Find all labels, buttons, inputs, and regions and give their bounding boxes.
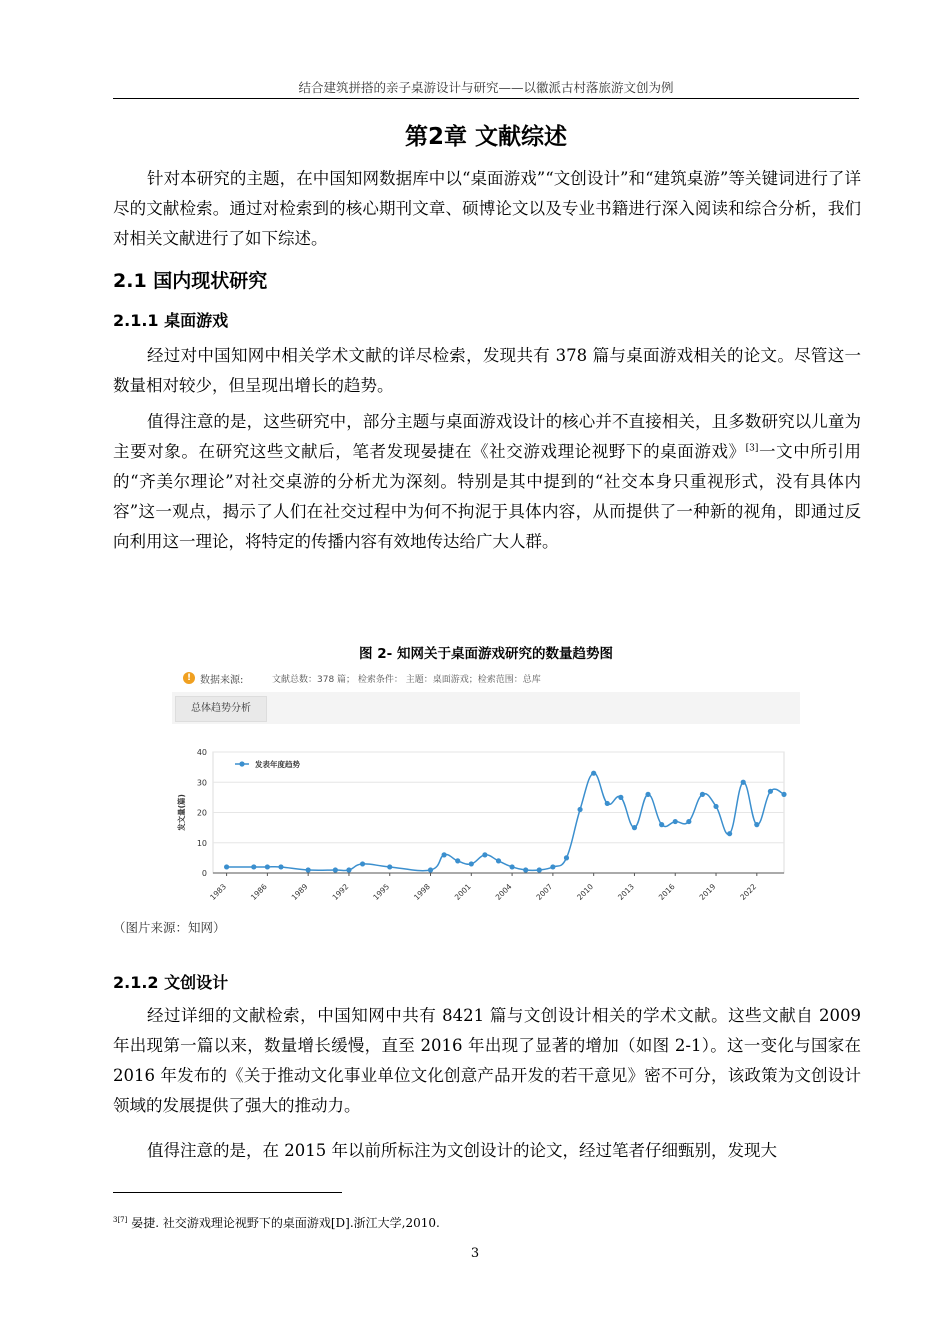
data-point <box>278 864 283 869</box>
data-point <box>346 867 351 872</box>
header-divider <box>113 98 859 99</box>
figure-screenshot <box>172 665 800 907</box>
paragraph-text-after-ref: 一文中所引用的“齐美尔理论”对社交桌游的分析尤为深刻。特别是其中提到的“社交本身只重视形式，没有具体内容”这一观点，揭示了人们在社交过程中为何不拘泥于具体内容，从而提供了一种新的视角，即通过反向利用这一理论，将特定的传播内容有效地传达给广大人群。 <box>113 442 862 551</box>
data-point <box>333 867 338 872</box>
data-point <box>632 825 637 830</box>
warning-icon: ! <box>183 672 195 684</box>
y-tick-label: 0 <box>201 869 207 878</box>
footnote-text: 晏捷. 社交游戏理论视野下的桌面游戏[D].浙江大学,2010. <box>131 1216 440 1230</box>
x-tick-label: 2001 <box>452 882 473 902</box>
x-tick-label: 2016 <box>656 882 677 902</box>
x-tick-label: 1992 <box>330 882 351 902</box>
page-number: 3 <box>470 1246 480 1261</box>
footnote-divider <box>113 1192 342 1193</box>
running-header: 结合建筑拼搭的亲子桌游设计与研究——以徽派古村落旅游文创为例 <box>298 80 674 95</box>
data-point <box>700 792 705 797</box>
tab-overall-trend[interactable]: 总体趋势分析 <box>175 696 267 722</box>
figure-source-note: （图片来源：知网） <box>113 920 226 935</box>
x-tick-label: 2013 <box>616 882 636 902</box>
data-source-bar <box>172 665 800 691</box>
search-condition-text: 文献总数：378 篇； 检索条件： 主题：桌面游戏；检索范围：总库 <box>272 675 541 685</box>
data-point <box>496 858 501 863</box>
data-source-label: 数据来源: <box>200 675 244 686</box>
data-point <box>564 855 569 860</box>
x-tick-label: 2022 <box>738 882 759 902</box>
data-point <box>224 864 229 869</box>
legend-label: 发表年度趋势 <box>255 760 300 769</box>
data-point <box>659 822 664 827</box>
data-point <box>482 852 487 857</box>
x-tick-label: 2010 <box>575 882 596 902</box>
data-point <box>645 792 650 797</box>
data-point <box>469 861 474 866</box>
x-tick-label: 1995 <box>371 882 392 902</box>
data-point <box>618 795 623 800</box>
data-point <box>523 867 528 872</box>
section-heading-2-1: 2.1 国内现状研究 <box>113 270 268 292</box>
data-point <box>306 867 311 872</box>
data-point <box>509 864 514 869</box>
intro-paragraph: 针对本研究的主题，在中国知网数据库中以“桌面游戏”“文创设计”和“建筑桌游”等关键词进行了详尽的文献检索。通过对检索到的核心期刊文章、硕博论文以及专业书籍进行深入阅读和综合分析，我们对相关文献进行了如下综述。 <box>113 169 861 248</box>
footnote <box>113 1214 440 1231</box>
y-tick-label: 20 <box>196 808 207 818</box>
data-point <box>768 789 773 794</box>
trend-line-chart <box>172 733 800 907</box>
paragraph-boardgame-count: 经过对中国知网中相关学术文献的详尽检索，发现共有 378 篇与桌面游戏相关的论文。尽管这一数量相对较少，但呈现出增长的趋势。 <box>113 346 861 395</box>
data-point <box>577 807 582 812</box>
data-point <box>455 858 460 863</box>
data-point <box>673 819 678 824</box>
y-axis-label: 发文量(篇) <box>177 794 186 831</box>
y-tick-label: 40 <box>196 748 207 757</box>
data-point <box>754 822 759 827</box>
x-tick-label: 2007 <box>534 882 555 902</box>
data-point <box>591 771 596 776</box>
subsection-heading-2-1-1: 2.1.1 桌面游戏 <box>113 311 229 330</box>
x-tick-label: 1989 <box>289 882 310 902</box>
data-point <box>360 861 365 866</box>
data-point <box>387 864 392 869</box>
data-point <box>741 780 746 785</box>
x-tick-label: 2019 <box>697 882 718 902</box>
x-tick-label: 1998 <box>412 882 432 902</box>
chapter-title: 第2章 文献综述 <box>404 124 567 150</box>
data-point <box>605 801 610 806</box>
data-point <box>713 804 718 809</box>
analysis-tab-bar <box>172 692 800 724</box>
data-point <box>727 831 732 836</box>
paragraph-boardgame-analysis <box>113 407 861 557</box>
footnote-marker: 3[7] <box>113 1216 128 1224</box>
data-point <box>537 867 542 872</box>
y-tick-label: 10 <box>196 838 207 848</box>
y-tick-label: 30 <box>196 778 207 788</box>
citation-ref[interactable]: [3] <box>745 443 759 454</box>
data-point <box>442 852 447 857</box>
paragraph-cultural-design: 经过详细的文献检索，中国知网中共有 8421 篇与文创设计相关的学术文献。这些文献自 2009 年出现第一篇以来，数量增长缓慢，直至 2016 年出现了显著的增加（如图 2-1）。这一变化与国家在 2016 年发布的《关于推动文化事业单位文化创意产品开发的若干意见》密不可分，该政策为文创设计领域的发展提供了强大的推动力。 <box>113 1006 861 1115</box>
figure-caption: 图 2- 知网关于桌面游戏研究的数量趋势图 <box>359 646 613 662</box>
x-tick-label: 1983 <box>208 882 229 902</box>
legend-marker <box>239 761 244 766</box>
subsection-heading-2-1-2: 2.1.2 文创设计 <box>113 973 229 992</box>
data-point <box>686 819 691 824</box>
data-point <box>550 864 555 869</box>
paragraph-cultural-design-note: 值得注意的是，在 2015 年以前所标注为文创设计的论文，经过笔者仔细甄别，发现大 <box>147 1141 777 1160</box>
data-point <box>428 867 433 872</box>
data-point <box>251 864 256 869</box>
paragraph-text-before-ref: 值得注意的是，这些研究中，部分主题与桌面游戏设计的核心并不直接相关，且多数研究以儿童为主要对象。在研究这些文献后，笔者发现晏捷在《社交游戏理论视野下的桌面游戏》 <box>113 412 861 461</box>
data-point <box>265 864 270 869</box>
x-tick-label: 2004 <box>493 882 514 902</box>
data-point <box>781 792 786 797</box>
x-tick-label: 1986 <box>248 882 269 902</box>
